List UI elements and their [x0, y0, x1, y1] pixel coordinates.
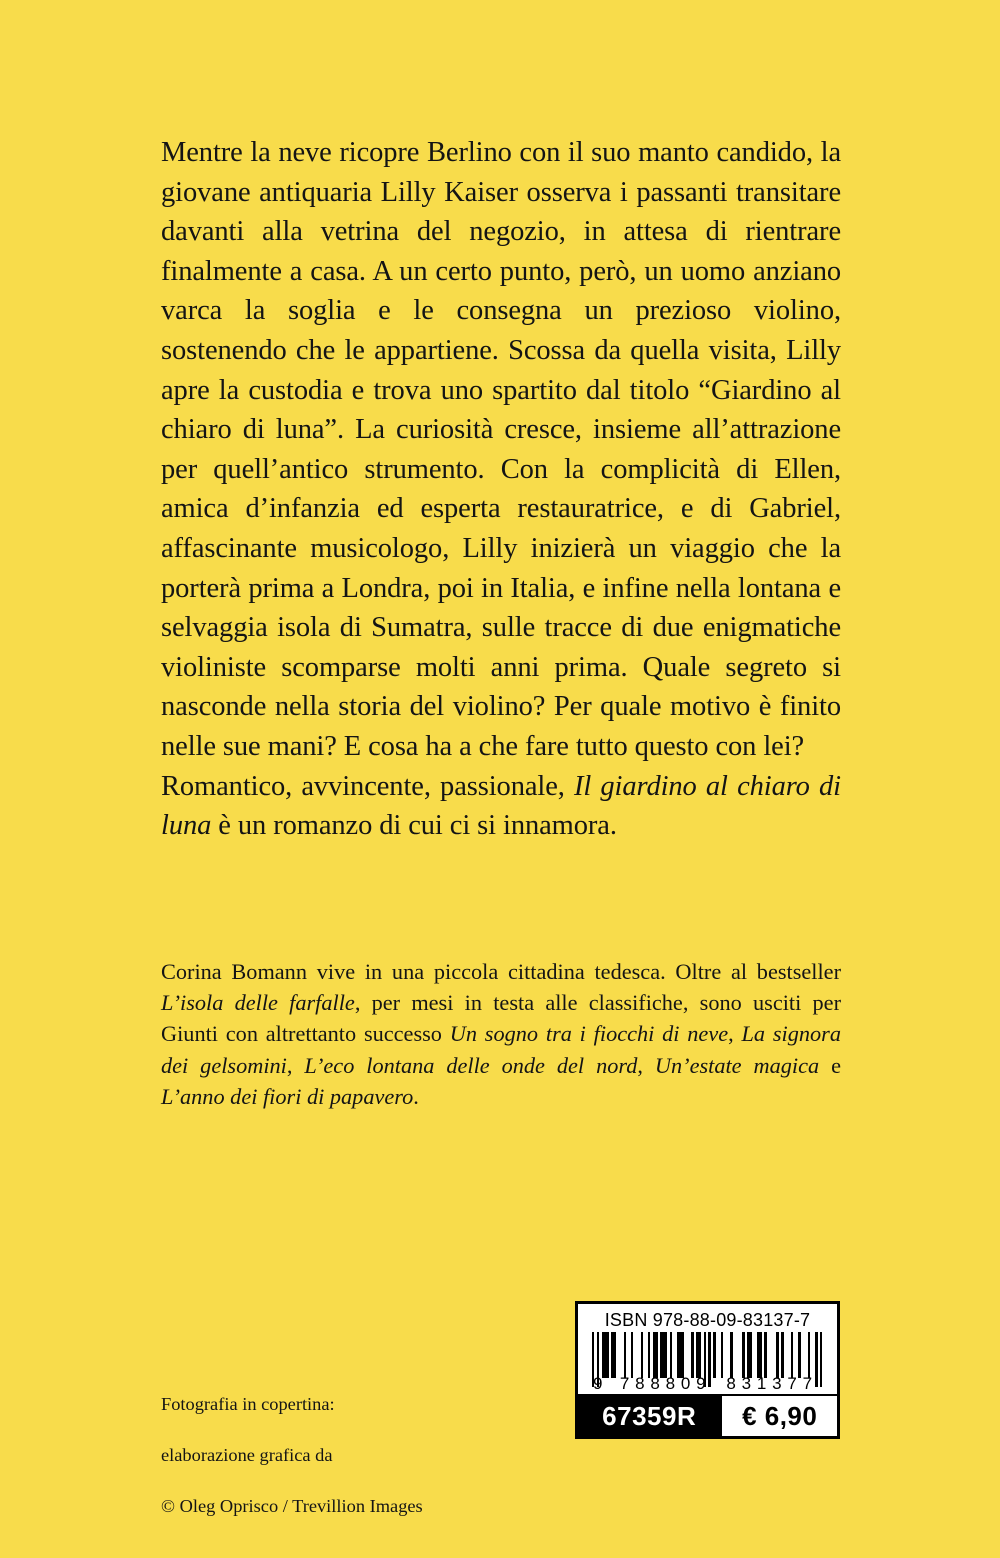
bio-title-4: L’eco lontana delle onde del nord: [304, 1052, 638, 1078]
bio-intro: Corina Bomann vive in una piccola cittadina tedesca. Oltre al bestseller: [161, 959, 841, 984]
barcode-bars: [592, 1332, 823, 1378]
barcode-digit: 3: [772, 1374, 782, 1393]
price-label: € 6,90: [720, 1396, 837, 1436]
blurb-p2-prefix: Romantico, avvincente, passionale,: [161, 770, 574, 802]
photo-credit-line-2: elaborazione grafica da: [161, 1445, 333, 1466]
barcode-digit: 7: [802, 1374, 813, 1393]
blurb-paragraph-2: [161, 767, 841, 846]
bio-sep-4: e: [819, 1052, 841, 1078]
barcode-digit: 0: [680, 1374, 691, 1393]
blurb-p2-suffix: è un romanzo di cui ci si innamora.: [211, 810, 617, 842]
barcode-digit: 3: [741, 1374, 752, 1393]
bio-title-5: Un’estate magica: [654, 1052, 820, 1078]
barcode-digit: 1: [756, 1374, 767, 1393]
blurb-paragraph-1: Mentre la neve ricopre Berlino con il suo manto candido, la giovane antiquaria Lilly Kaiser osserva i passanti transitare davanti alla vetrina del negozio, in attesa di rientrare finalmente a casa. A un certo punto, però, un uomo anziano varca la soglia e le consegna un prezioso violino, sostenendo che le appartiene. Scossa da quella visita, Lilly apre la custodia e trova uno spartito dal titolo “Giardino al chiaro di luna”. La curiosità cresce, insieme all’attrazione per quell’antico strumento. Con la complicità di Ellen, amica d’infanzia ed esperta restauratrice, e di Gabriel, affascinante musicologo, Lilly inizierà un viaggio che la porterà prima a Londra, poi in Italia, e infine nella lontana e selvaggia isola di Sumatra, sulle tracce di due enigmatiche violiniste scomparse molti anni prima. Quale segreto si nasconde nella storia del violino? Per quale motivo è finito nelle sue mani? E cosa ha a che fare tutto questo con lei?: [161, 137, 841, 762]
bio-sep-1: ,: [728, 1021, 742, 1047]
barcode-space: [733, 1332, 743, 1378]
bio-sep-3: ,: [637, 1052, 655, 1078]
barcode-digit: 8: [650, 1374, 660, 1393]
barcode-space: [801, 1332, 808, 1378]
bio-title-2: Un sogno tra i fiocchi di neve: [449, 1021, 729, 1047]
blurb-text: [161, 133, 841, 846]
barcode-bar: [677, 1332, 684, 1378]
barcode-space: [767, 1332, 777, 1378]
barcode-digits-left: [609, 1375, 713, 1392]
blurb-book-title: Il giardino al chiaro di luna: [161, 770, 841, 842]
barcode-space: [784, 1332, 791, 1378]
author-bio-paragraph: [161, 956, 841, 1112]
barcode-graphic: [592, 1332, 823, 1393]
barcode-digit-lead: 9: [593, 1374, 603, 1393]
bio-title-6: L’anno dei fiori di papavero: [161, 1083, 414, 1109]
bio-sep-2: ,: [286, 1052, 305, 1078]
barcode-space: [723, 1332, 730, 1378]
isbn-label: ISBN 978-88-09-83137-7: [604, 1310, 811, 1330]
barcode-space: [633, 1332, 640, 1378]
barcode-bar: [602, 1332, 609, 1378]
author-bio: [161, 956, 841, 1112]
barcode-digit: 8: [726, 1374, 736, 1393]
photo-credit: [161, 1367, 423, 1545]
barcode-block: [575, 1301, 840, 1439]
barcode-digit: 7: [787, 1374, 797, 1393]
bio-mid-1: , per mesi in testa alle classifiche, sono usciti per Giunti con altrettanto successo: [161, 990, 841, 1047]
barcode-digit: 9: [696, 1374, 706, 1393]
barcode-digits-right: [720, 1375, 824, 1392]
barcode-bar: [660, 1332, 667, 1378]
barcode-digits: [592, 1375, 823, 1392]
barcode-space: [684, 1332, 691, 1378]
barcode-digit: 8: [665, 1374, 676, 1393]
barcode-digit: 7: [619, 1374, 630, 1393]
bio-end: .: [413, 1083, 419, 1109]
photo-credit-line-1: Fotografia in copertina:: [161, 1394, 335, 1415]
product-code: 67359R: [578, 1396, 720, 1436]
barcode-price-row: [578, 1394, 837, 1436]
photo-credit-line-3: © Oleg Oprisco / Trevillion Images: [161, 1496, 423, 1517]
bio-title-3: La signora dei gelsomini: [161, 1021, 841, 1078]
barcode-space: [616, 1332, 623, 1378]
barcode-digit: 8: [635, 1374, 645, 1393]
bio-title-1: L’isola delle farfalle: [161, 990, 355, 1016]
